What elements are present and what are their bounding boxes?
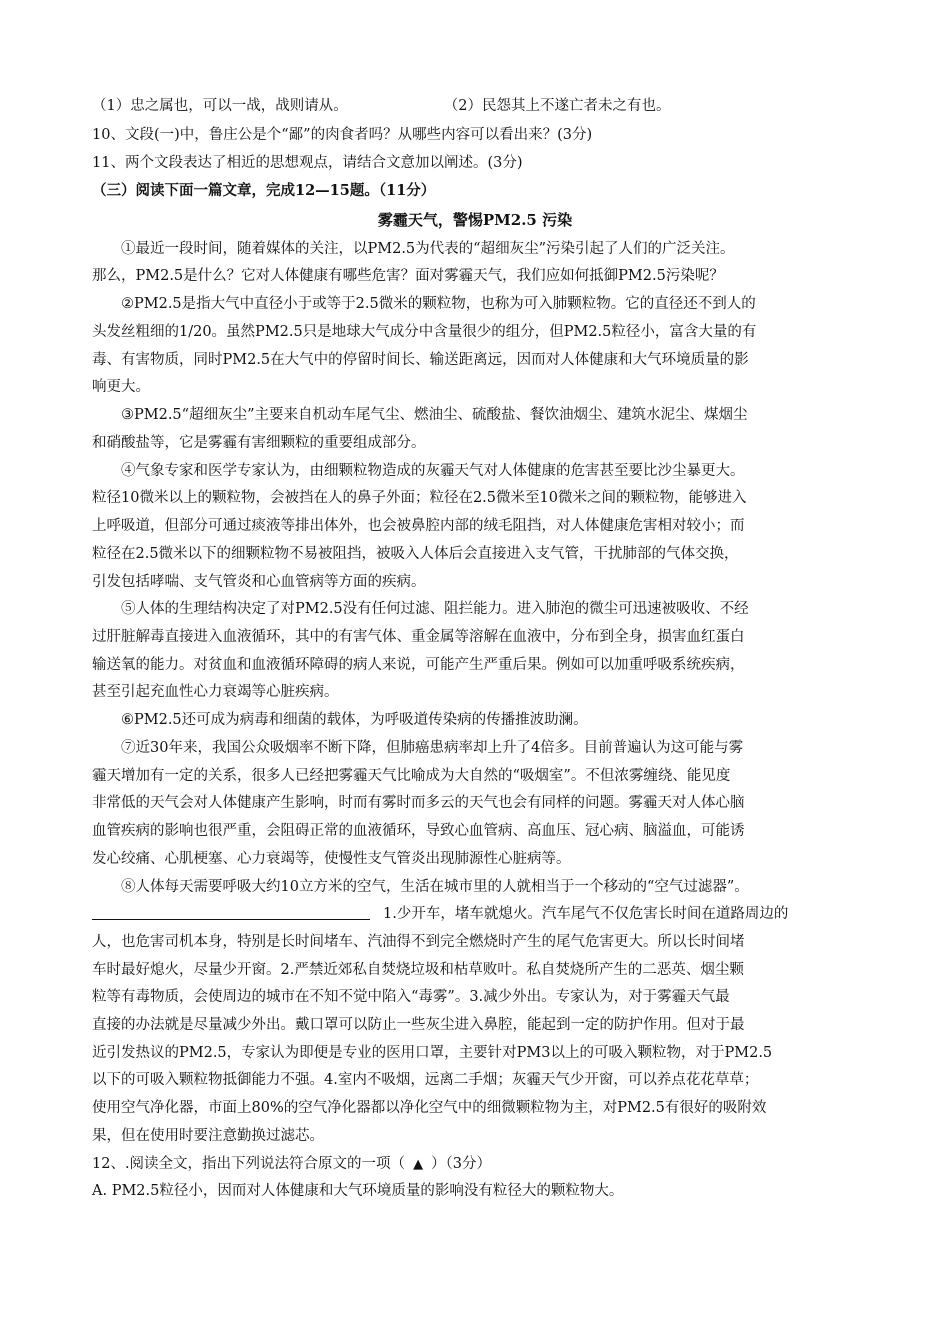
article-title: 雾霾天气，警惕PM2.5 污染 xyxy=(377,211,573,229)
paragraph-line: ⑦近30年来，我国公众吸烟率不断下降，但肺癌患病率却上升了4倍多。目前普遍认为这可能与雾 xyxy=(121,740,744,756)
fill-in-blank[interactable] xyxy=(92,905,370,920)
paragraph-line: 粒径在2.5微米以下的细颗粒物不易被阻挡，被吸入人体后会直接进入支气管，干扰肺部的气体交换， xyxy=(92,546,739,562)
question-11: 11、两个文段表达了相近的思想观点，请结合文意加以阐述。(3分) xyxy=(92,155,523,171)
paragraph-line: 甚至引起充血性心力衰竭等心脏疾病。 xyxy=(92,684,339,700)
paragraph-line: ①最近一段时间，随着媒体的关注，以PM2.5为代表的“超细灰尘”污染引起了人们的广泛关注。 xyxy=(121,241,735,257)
paragraph-line: 霾天增加有一定的关系，很多人已经把雾霾天气比喻成为大自然的“吸烟室”。不但浓雾缠绕、能见度 xyxy=(92,768,731,784)
paragraph-line: 过肝脏解毒直接进入血液循环，其中的有害气体、重金属等溶解在血液中，分布到全身，损害血红蛋白 xyxy=(92,629,745,645)
paragraph-line: 输送氧的能力。对贫血和血液循环障碍的病人来说，可能产生严重后果。例如可以加重呼吸系统疾病， xyxy=(92,657,745,673)
answer-triangle-icon: ▲ xyxy=(413,1157,424,1172)
answer-2: （2）民怨其上不遂亡者未之有也。 xyxy=(443,98,671,114)
paragraph-line: 果，但在使用时要注意勤换过滤芯。 xyxy=(92,1128,324,1144)
paragraph-line: 人，也危害司机本身，特别是长时间堵车、汽油得不到完全燃烧时产生的尾气危害更大。所以长时间堵 xyxy=(92,934,745,950)
question-12 xyxy=(92,1154,491,1175)
paragraph-line: 引发包括哮喘、支气管炎和心血管病等方面的疾病。 xyxy=(92,574,426,590)
paragraph-line: 粒径10微米以上的颗粒物，会被挡在人的鼻子外面；粒径在2.5微米至10微米之间的颗粒物，能够进入 xyxy=(92,490,747,506)
paragraph-line: 和硝酸盐等，它是雾霾有害细颗粒的重要组成部分。 xyxy=(92,435,426,451)
paragraph-line: ⑥PM2.5还可成为病毒和细菌的载体，为呼吸道传染病的传播推波助澜。 xyxy=(121,712,588,728)
paragraph-line: 血管疾病的影响也很严重，会阻碍正常的血液循环，导致心血管病、高血压、冠心病、脑溢血，可能诱 xyxy=(92,823,745,839)
answer-line-1 xyxy=(92,96,670,116)
paragraph-line: 1.少开车，堵车就熄火。汽车尾气不仅危害长时间在道路周边的 xyxy=(383,906,789,922)
paragraph-line: ⑤人体的生理结构决定了对PM2.5没有任何过滤、阻拦能力。进入肺泡的微尘可迅速被吸收、不经 xyxy=(121,601,749,617)
paragraph-line: 直接的办法就是尽量减少外出。戴口罩可以防止一些灰尘进入鼻腔，能起到一定的防护作用。但对于最 xyxy=(92,1017,745,1033)
paragraph-line: ②PM2.5是指大气中直径小于或等于2.5微米的颗粒物，也称为可入肺颗粒物。它的直径还不到人的 xyxy=(121,296,756,312)
paragraph-line: 上呼吸道，但部分可通过痰液等排出体外，也会被鼻腔内部的绒毛阻挡，对人体健康危害相对较小；而 xyxy=(92,518,745,534)
question-12-score: ）（3分） xyxy=(431,1156,492,1172)
paragraph-line: 车时最好熄火，尽量少开窗。2.严禁近郊私自焚烧垃圾和枯草败叶。私自焚烧所产生的二恶英、烟尘颗 xyxy=(92,962,744,978)
answer-1: （1）忠之属也，可以一战，战则请从。 xyxy=(92,98,348,114)
question-10: 10、文段(一)中，鲁庄公是个“鄙”的肉食者吗？从哪些内容可以看出来？(3分) xyxy=(92,127,593,143)
section-3-heading: （三）阅读下面一篇文章，完成12—15题。（11分） xyxy=(92,182,436,199)
paragraph-line: ③PM2.5“超细灰尘”主要来自机动车尾气尘、燃油尘、硫酸盐、餐饮油烟尘、建筑水泥尘、煤烟尘 xyxy=(121,407,748,423)
paragraph-line: 以下的可吸入颗粒物抵御能力不强。4.室内不吸烟，远离二手烟；灰霾天气少开窗，可以养点花花草草； xyxy=(92,1072,759,1088)
paragraph-line: 使用空气净化器，市面上80%的空气净化器都以净化空气中的细微颗粒物为主，对PM2.5有很好的吸附效 xyxy=(92,1100,767,1116)
paragraph-line: 粒等有毒物质，会使周边的城市在不知不觉中陷入“毒雾”。3.减少外出。专家认为，对于雾霾天气最 xyxy=(92,989,730,1005)
paragraph-line: 毒、有害物质，同时PM2.5在大气中的停留时间长、输送距离远，因而对人体健康和大气环境质量的影 xyxy=(92,352,749,368)
paragraph-line: 发心绞痛、心肌梗塞、心力衰竭等，使慢性支气管炎出现肺源性心脏病等。 xyxy=(92,851,571,867)
question-12-text: 12、.阅读全文，指出下列说法符合原文的一项（ xyxy=(92,1156,406,1172)
paragraph-line: 响更大。 xyxy=(92,379,150,395)
paragraph-line: 近引发热议的PM2.5，专家认为即便是专业的医用口罩，主要针对PM3以上的可吸入颗粒物，对于PM2.5 xyxy=(92,1045,773,1061)
option-a: A. PM2.5粒径小，因而对人体健康和大气环境质量的影响没有粒径大的颗粒物大。 xyxy=(92,1183,624,1199)
paragraph-line: 那么，PM2.5是什么？它对人体健康有哪些危害？面对雾霾天气，我们应如何抵御PM2.5污染呢？ xyxy=(92,268,724,284)
paragraph-line: 非常低的天气会对人体健康产生影响，时而有雾时而多云的天气也会有同样的问题。雾霾天对人体心脑 xyxy=(92,795,745,811)
paragraph-line: ④气象专家和医学专家认为，由细颗粒物造成的灰霾天气对人体健康的危害甚至要比沙尘暴更大。 xyxy=(121,463,745,479)
paragraph-line: 头发丝粗细的1/20。虽然PM2.5只是地球大气成分中含量很少的组分，但PM2.5粒径小，富含大量的有 xyxy=(92,324,757,340)
paragraph-line: ⑧人体每天需要呼吸大约10立方米的空气，生活在城市里的人就相当于一个移动的“空气过滤器”。 xyxy=(121,879,749,895)
